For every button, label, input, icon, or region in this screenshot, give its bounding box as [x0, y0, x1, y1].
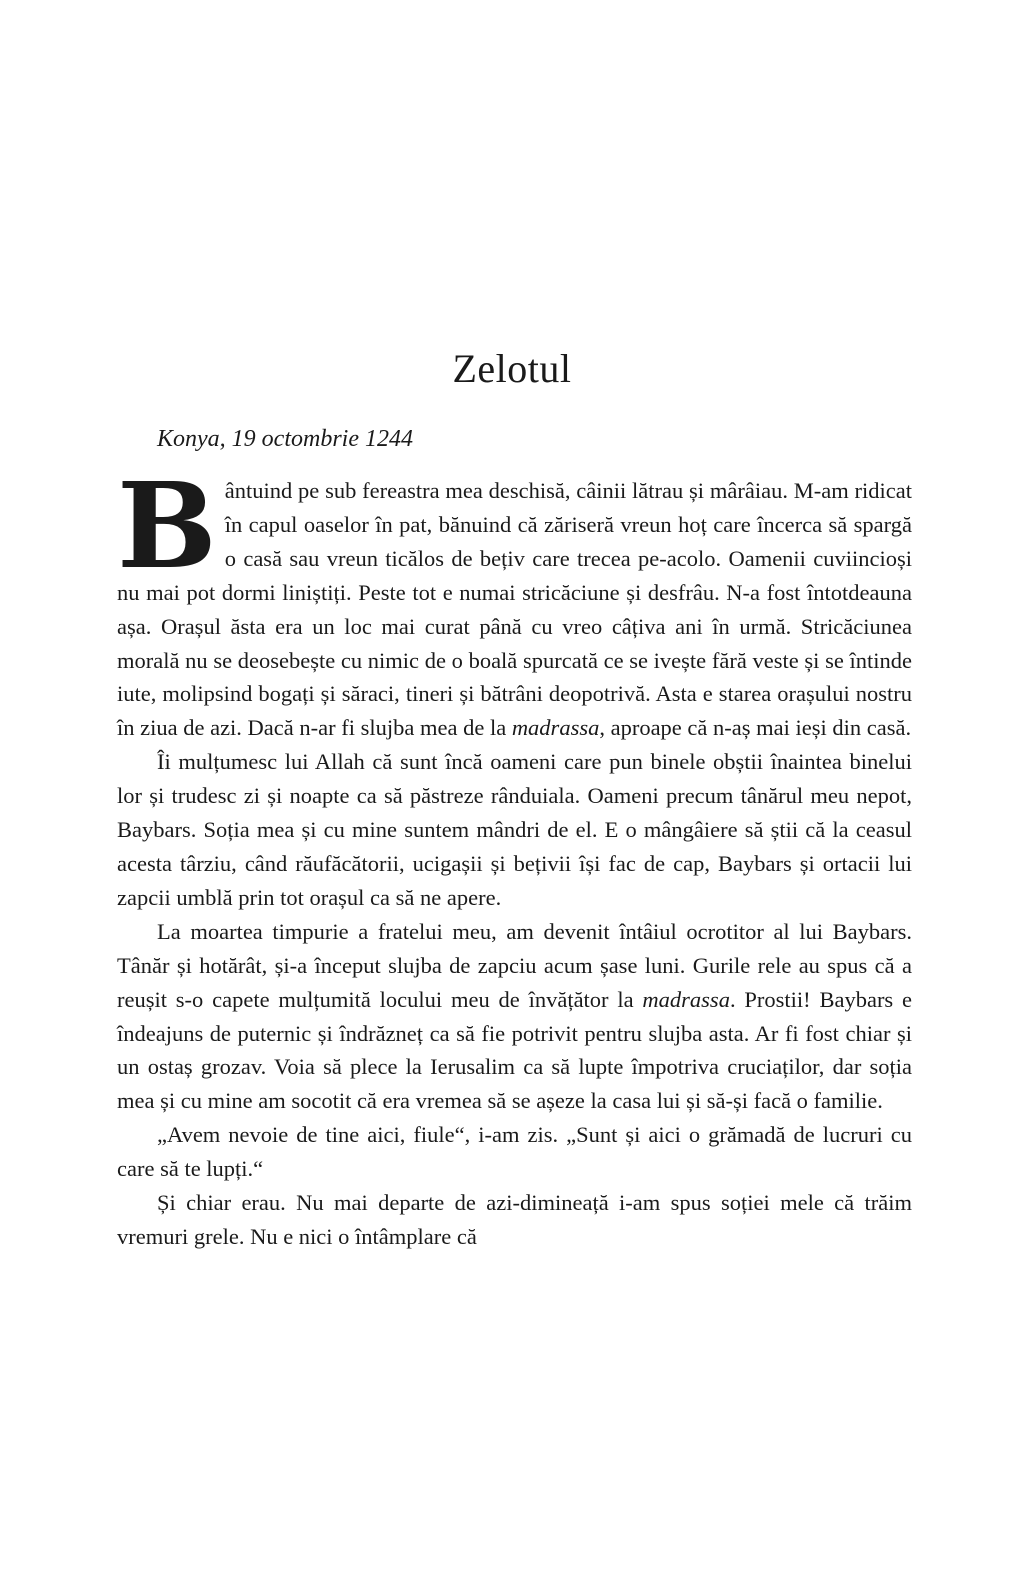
text-run: Și chiar erau. Nu mai departe de azi-dimineață i-am spus soției mele că trăim vremuri grele. Nu e nici o întâmplare că: [117, 1190, 912, 1249]
paragraph: [117, 456, 912, 745]
text-run: „Avem nevoie de tine aici, fiule“, i-am zis. „Sunt și aici o grămadă de lucruri cu care să te lupți.“: [117, 1122, 912, 1182]
text-run: ântuind pe sub fereastra mea deschisă, câinii lătrau și mârâiau. M-am ridicat în capul oaselor în pat, bănuind că zăriseră vreun hoț care încerca să spargă o casă sau vreun ticălos de bețiv care trecea pe-acolo. Oamenii cuviincioși nu mai pot dormi liniștiți. Peste tot e numai stricăciune și desfrâu. N-a fost întotdeauna așa. Orașul ăsta era un loc mai curat până cu vreo câțiva ani în urmă. Stricăciunea morală nu se deosebește cu nimic de o boală spurcată ce se ivește fără veste și se întinde iute, molipsind bogați și săraci, tineri și bătrâni deopotrivă. Asta e starea orașului nostru în ziua de azi. Dacă n-ar fi slujba mea de la: [117, 478, 912, 741]
paragraph: [117, 915, 912, 1118]
text-run: Îi mulțumesc lui Allah că sunt încă oameni care pun binele obștii înaintea binelui lor și trudesc zi și noapte ca să păstreze rânduiala. Oameni precum tânărul meu nepot, Baybars. Soția mea și cu mine suntem mândri de el. E o mângâiere să știi că la ceasul acesta târziu, când răufăcătorii, ucigașii și bețivii își fac de cap, Baybars și ortacii lui zapcii umblă prin tot orașul ca să ne apere.: [117, 749, 912, 910]
drop-cap: B: [117, 456, 217, 595]
paragraph: [117, 1186, 912, 1254]
italic-term: madrassa: [642, 986, 730, 1012]
chapter-title: Zelotul: [452, 345, 572, 391]
italic-term: madrassa: [511, 715, 600, 741]
text-run: La moartea timpurie a fratelui meu, am devenit întâiul ocrotitor al lui Baybars. Tânăr și hotărât, și-a început slujba de zapciu acum șase luni. Gurile rele au spus că a reușit s-o capete mulțumită locului meu de învățător la: [117, 918, 912, 1012]
body-text: [117, 456, 912, 1254]
text-run: , aproape că n-aș mai ieși din casă.: [599, 715, 912, 741]
chapter-dateline: Konya, 19 octombrie 1244: [157, 426, 413, 452]
text-run: . Prostii! Baybars e îndeajuns de puternic și îndrăzneț ca să fie potrivit pentru slujba asta. Ar fi fost chiar și un ostaș grozav. Voia să plece la Ierusalim ca să lupte împotriva cruciaților, dar soția mea și cu mine am socotit că era vremea să se așeze la casa lui și să-și facă o familie.: [117, 986, 912, 1114]
paragraph: [117, 1118, 912, 1186]
paragraph: [117, 745, 912, 915]
